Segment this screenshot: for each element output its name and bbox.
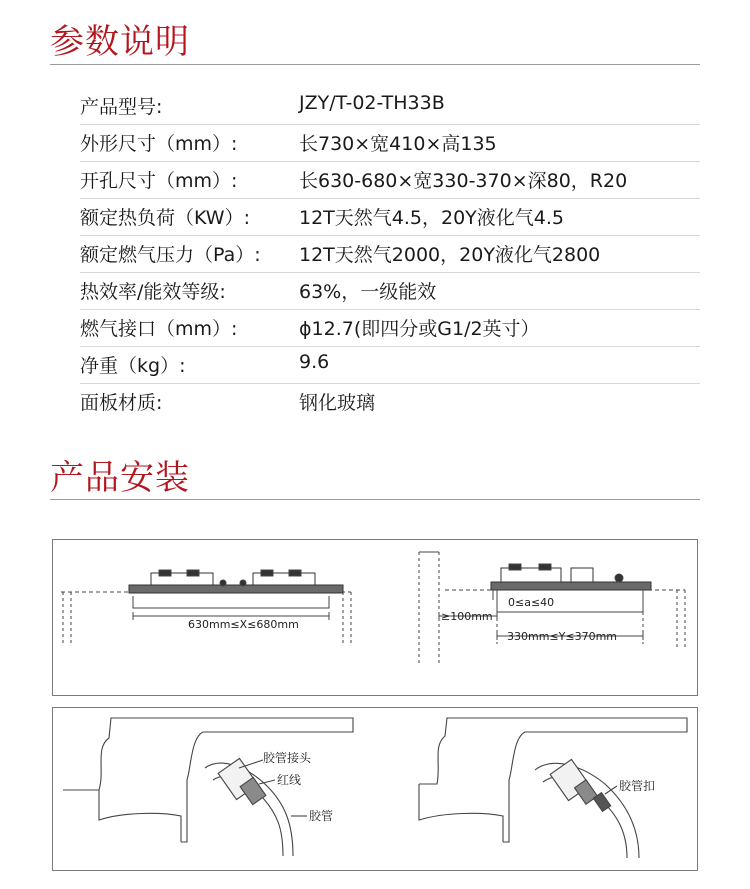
install-section-title: 产品安装 bbox=[50, 458, 190, 498]
spec-row-gas-pressure bbox=[80, 236, 700, 273]
hose-label: 胶管 bbox=[309, 809, 334, 823]
spec-value: JZY/T-02-TH33B bbox=[299, 92, 445, 114]
spec-row-gas-interface bbox=[80, 310, 700, 347]
spec-value: 12T天然气4.5，20Y液化气4.5 bbox=[299, 207, 564, 229]
spec-label: 面板材质: bbox=[80, 392, 163, 414]
hose-connection-drawing bbox=[53, 708, 697, 870]
spec-row-model bbox=[80, 88, 700, 125]
spec-value: 长730×宽410×高135 bbox=[299, 133, 497, 155]
spec-label: 热效率/能效等级: bbox=[80, 281, 226, 303]
spec-row-net-weight bbox=[80, 347, 700, 384]
spec-label: 产品型号: bbox=[80, 96, 163, 118]
hose-connection-diagram bbox=[52, 707, 698, 871]
spec-label: 净重（kg）: bbox=[80, 355, 186, 377]
params-section-divider bbox=[50, 64, 700, 65]
wall-gap-label: ≥100mm bbox=[441, 610, 493, 623]
spec-value: ϕ12.7(即四分或G1/2英寸） bbox=[299, 318, 540, 340]
spec-table bbox=[80, 88, 700, 420]
spec-label: 开孔尺寸（mm）: bbox=[80, 170, 238, 192]
cutout-dimension-drawing bbox=[53, 540, 697, 695]
spec-row-panel-material bbox=[80, 384, 700, 420]
spec-label: 额定燃气压力（Pa）: bbox=[80, 244, 261, 266]
y-dimension-label: 330mm≤Y≤370mm bbox=[507, 630, 618, 643]
spec-row-heat-load bbox=[80, 199, 700, 236]
a-dimension-label: 0≤a≤40 bbox=[508, 596, 555, 609]
params-section-title: 参数说明 bbox=[50, 22, 190, 62]
red-line-label: 红线 bbox=[277, 773, 302, 787]
spec-row-cutout-size bbox=[80, 162, 700, 199]
install-section-divider bbox=[50, 499, 700, 500]
spec-row-efficiency bbox=[80, 273, 700, 310]
spec-value: 长630-680×宽330-370×深80，R20 bbox=[299, 170, 628, 192]
spec-value: 63%，一级能效 bbox=[299, 281, 437, 303]
spec-value: 12T天然气2000，20Y液化气2800 bbox=[299, 244, 601, 266]
x-dimension-label: 630mm≤X≤680mm bbox=[188, 618, 299, 631]
spec-label: 外形尺寸（mm）: bbox=[80, 133, 238, 155]
spec-value: 钢化玻璃 bbox=[299, 392, 376, 414]
spec-label: 燃气接口（mm）: bbox=[80, 318, 238, 340]
spec-row-outer-size bbox=[80, 125, 700, 162]
hose-clamp-label: 胶管扣 bbox=[619, 779, 656, 793]
cutout-dimension-diagram bbox=[52, 539, 698, 696]
spec-value: 9.6 bbox=[299, 351, 330, 373]
hose-joint-label: 胶管接头 bbox=[263, 751, 312, 765]
spec-label: 额定热负荷（KW）: bbox=[80, 207, 250, 229]
